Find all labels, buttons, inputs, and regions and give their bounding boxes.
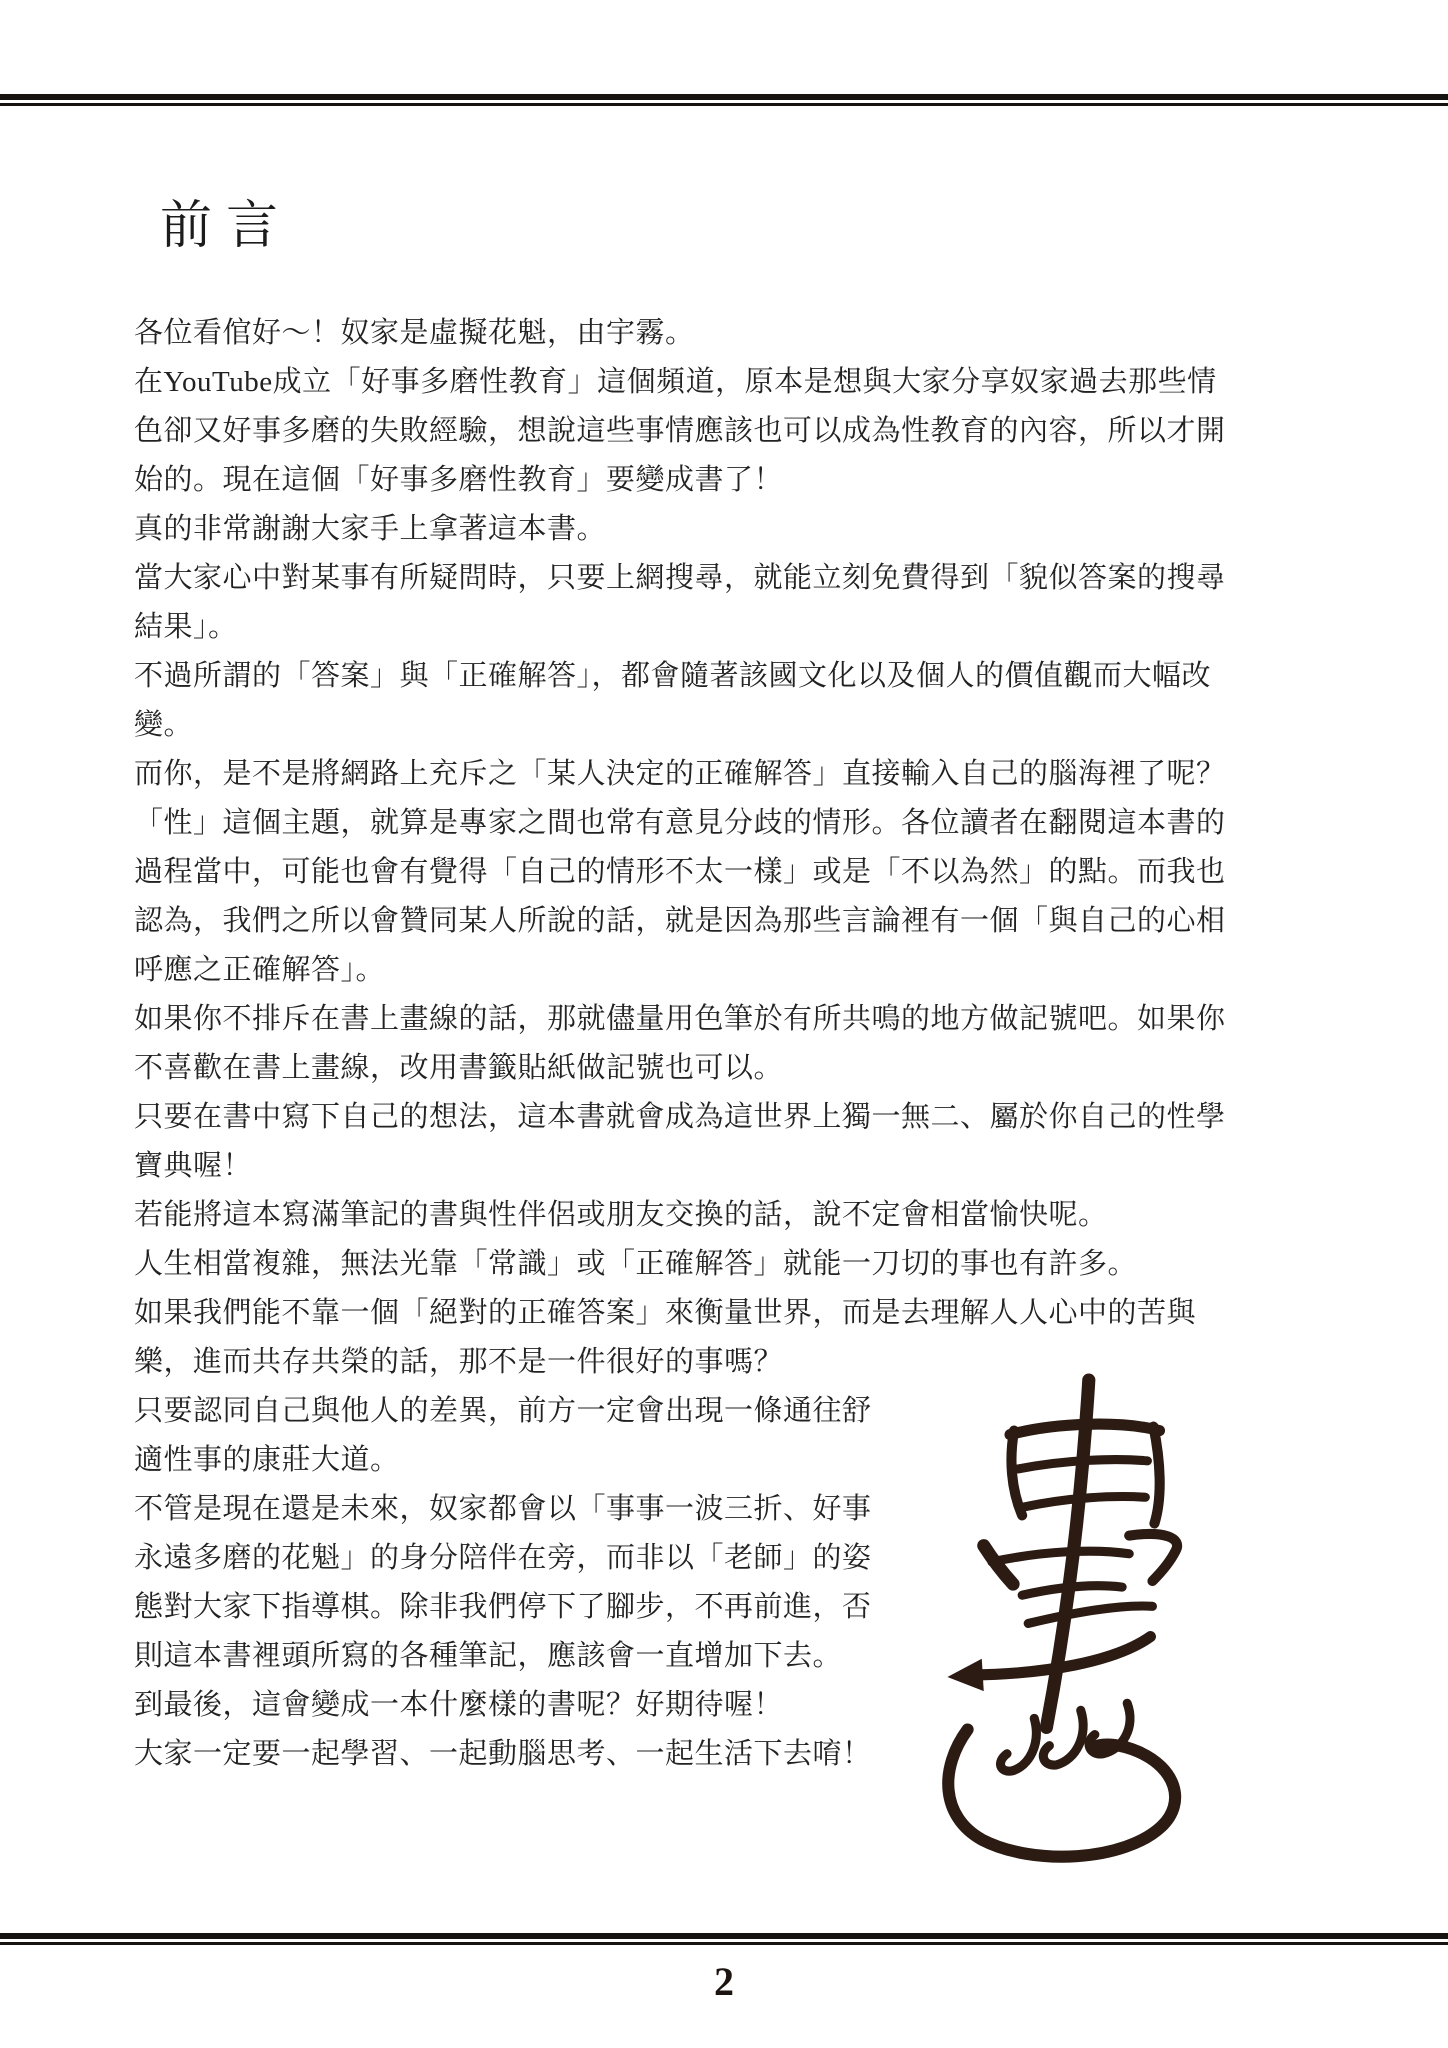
text-line: 大家一定要一起學習、一起動腦思考、一起生活下去唷！: [134, 1738, 872, 1770]
text-line: 人生相當複雜，無法光靠「常識」或「正確解答」就能一刀切的事也有許多。: [134, 1248, 1138, 1280]
text-line: 樂，進而共存共榮的話，那不是一件很好的事嗎？: [134, 1346, 784, 1378]
text-line: 不過所謂的「答案」與「正確解答」，都會隨著該國文化以及個人的價值觀而大幅改: [134, 660, 1212, 692]
text-line: 永遠多磨的花魁」的身分陪伴在旁，而非以「老師」的姿: [134, 1542, 872, 1574]
text-line: 當大家心中對某事有所疑問時，只要上網搜尋，就能立刻免費得到「貌似答案的搜尋: [134, 562, 1226, 594]
text-line: 真的非常謝謝大家手上拿著這本書。: [134, 513, 607, 545]
top-rule-thin-line: [0, 103, 1448, 106]
text-line: 到最後，這會變成一本什麼樣的書呢？好期待喔！: [134, 1689, 784, 1721]
text-line: 若能將這本寫滿筆記的書與性伴侶或朋友交換的話，說不定會相當愉快呢。: [134, 1199, 1108, 1231]
text-line: 色卻又好事多磨的失敗經驗，想說這些事情應該也可以成為性教育的內容，所以才開: [134, 415, 1226, 447]
bottom-rule-thin-line: [0, 1942, 1448, 1945]
text-line: 在YouTube成立「好事多磨性教育」這個頻道，原本是想與大家分享奴家過去那些情: [134, 366, 1217, 398]
text-line: 如果我們能不靠一個「絕對的正確答案」來衡量世界，而是去理解人人心中的苦與: [134, 1297, 1197, 1329]
text-line: 過程當中，可能也會有覺得「自己的情形不太一樣」或是「不以為然」的點。而我也: [134, 856, 1226, 888]
text-line: 而你，是不是將網路上充斥之「某人決定的正確解答」直接輸入自己的腦海裡了呢？: [134, 758, 1226, 790]
text-line: 則這本書裡頭所寫的各種筆記，應該會一直增加下去。: [134, 1640, 843, 1672]
text-line: 適性事的康莊大道。: [134, 1444, 400, 1476]
page-title: 前言: [160, 198, 293, 255]
text-line: 不喜歡在書上畫線，改用書籤貼紙做記號也可以。: [134, 1052, 784, 1084]
text-line: 寶典喔！: [134, 1150, 253, 1182]
ink-brush-mark-icon: [915, 1372, 1200, 1882]
text-line: 只要認同自己與他人的差異，前方一定會出現一條通往舒: [134, 1395, 872, 1427]
text-line: 變。: [134, 709, 194, 741]
text-line: 只要在書中寫下自己的想法，這本書就會成為這世界上獨一無二、屬於你自己的性學: [134, 1101, 1226, 1133]
text-line: 不管是現在還是未來，奴家都會以「事事一波三折、好事: [134, 1493, 872, 1525]
text-line: 始的。現在這個「好事多磨性教育」要變成書了！: [134, 464, 784, 496]
text-line: 結果」。: [134, 611, 238, 643]
text-line: 「性」這個主題，就算是專家之間也常有意見分歧的情形。各位讀者在翻閱這本書的: [134, 807, 1226, 839]
text-line: 呼應之正確解答」。: [134, 954, 386, 986]
top-double-rule: [0, 94, 1448, 106]
calligraphy-signature: [915, 1372, 1200, 1882]
text-line: 各位看倌好～！奴家是虛擬花魁，由宇霧。: [134, 317, 695, 349]
bottom-double-rule: [0, 1933, 1448, 1945]
text-line: 如果你不排斥在書上畫線的話，那就儘量用色筆於有所共鳴的地方做記號吧。如果你: [134, 1003, 1226, 1035]
text-line: 認為，我們之所以會贊同某人所說的話，就是因為那些言論裡有一個「與自己的心相: [134, 905, 1226, 937]
text-line: 態對大家下指導棋。除非我們停下了腳步，不再前進，否: [134, 1591, 872, 1623]
page-number: 2: [714, 1959, 734, 2004]
